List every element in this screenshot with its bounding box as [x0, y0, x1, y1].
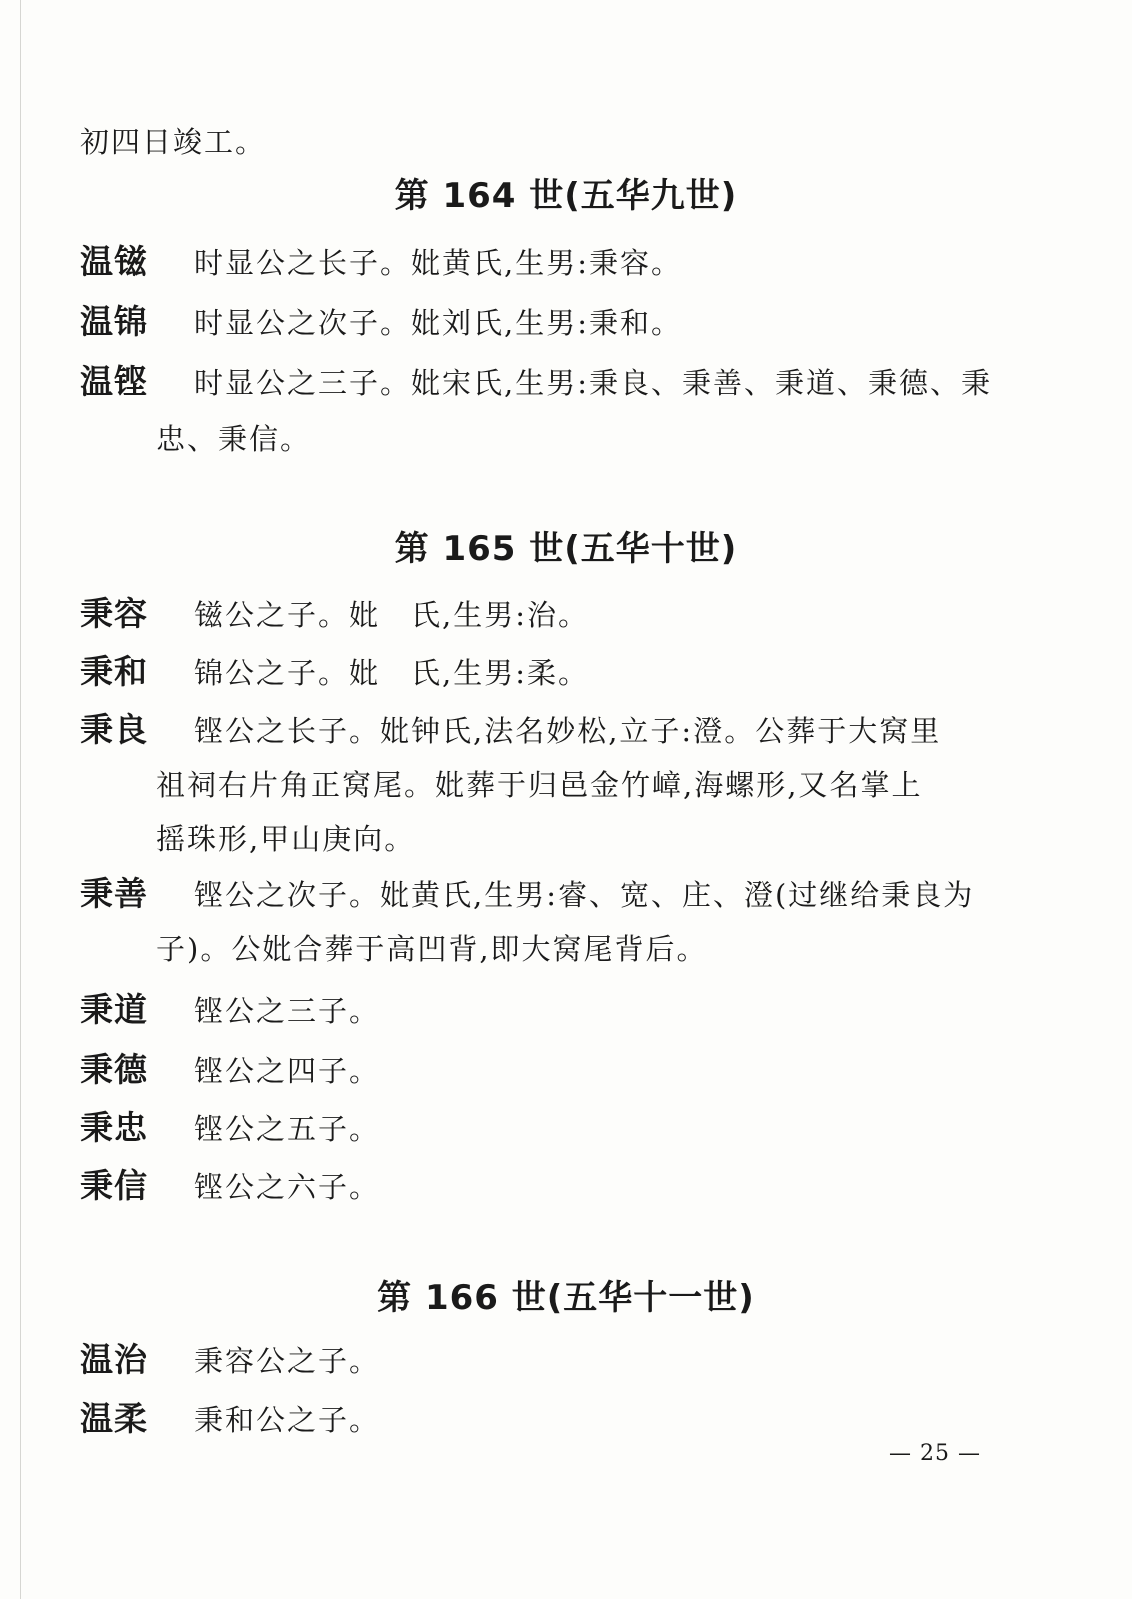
entry-name: 温治 — [80, 1340, 148, 1379]
entry-bing-xin — [80, 1166, 1040, 1207]
entry-name: 温镃 — [80, 242, 148, 281]
entry-text: 铿公之三子。 — [194, 994, 381, 1028]
intro-line-block — [80, 126, 1020, 158]
entry-name: 秉德 — [80, 1050, 148, 1089]
entry-text: 时显公之次子。妣刘氏,生男:秉和。 — [194, 306, 682, 340]
entry-text: 铿公之六子。 — [194, 1170, 381, 1204]
entry-text: 秉和公之子。 — [194, 1403, 381, 1437]
entry-bing-zhong — [80, 1108, 1040, 1149]
entry-text: 锦公之子。妣 氏,生男:柔。 — [194, 656, 589, 690]
section-heading-166: 第 166 世(五华十一世) — [377, 1278, 755, 1318]
entry-name: 秉善 — [80, 874, 148, 913]
entry-name: 温锦 — [80, 302, 148, 341]
entry-continuation: 子)。公妣合葬于高凹背,即大窝尾背后。 — [156, 932, 708, 966]
entry-name: 秉和 — [80, 652, 148, 691]
entry-text: 铿公之四子。 — [194, 1054, 381, 1088]
entry-text: 时显公之三子。妣宋氏,生男:秉良、秉善、秉道、秉德、秉 — [194, 366, 992, 400]
entry-continuation: 忠、秉信。 — [156, 422, 312, 456]
entry-bing-shan — [80, 874, 1040, 969]
entry-text: 铿公之次子。妣黄氏,生男:睿、宽、庄、澄(过继给秉良为 — [194, 878, 975, 912]
entry-name: 秉道 — [80, 990, 148, 1029]
entry-name: 秉忠 — [80, 1108, 148, 1147]
entry-wen-jin — [80, 302, 1040, 343]
entry-wen-rou — [80, 1399, 1040, 1440]
entry-bing-liang — [80, 710, 1040, 859]
entry-bing-dao — [80, 990, 1040, 1031]
entry-bing-he — [80, 652, 1040, 693]
entry-text: 铿公之长子。妣钟氏,法名妙松,立子:澄。公葬于大窝里 — [194, 714, 942, 748]
section-heading-164: 第 164 世(五华九世) — [394, 176, 738, 216]
entry-bing-rong — [80, 594, 1040, 635]
entry-name: 温柔 — [80, 1399, 148, 1438]
entry-continuation: 祖祠右片角正窝尾。妣葬于归邑金竹嶂,海螺形,又名掌上 — [156, 768, 923, 802]
entry-text: 时显公之长子。妣黄氏,生男:秉容。 — [194, 246, 682, 280]
page-number: — 25 — — [889, 1441, 981, 1466]
scan-edge-line — [20, 0, 21, 1599]
entry-text: 铿公之五子。 — [194, 1112, 381, 1146]
entry-wen-zhi — [80, 1340, 1040, 1381]
entry-name: 秉信 — [80, 1166, 148, 1205]
entry-name: 秉良 — [80, 710, 148, 749]
entry-continuation: 摇珠形,甲山庚向。 — [156, 822, 416, 856]
entry-text: 秉容公之子。 — [194, 1344, 381, 1378]
intro-line: 初四日竣工。 — [80, 125, 267, 159]
entry-bing-de — [80, 1050, 1040, 1091]
entry-text: 镃公之子。妣 氏,生男:治。 — [194, 598, 589, 632]
section-heading-165: 第 165 世(五华十世) — [394, 529, 738, 569]
entry-wen-zi — [80, 242, 1040, 283]
entry-wen-keng — [80, 362, 1040, 459]
entry-name: 秉容 — [80, 594, 148, 633]
entry-name: 温铿 — [80, 362, 148, 401]
